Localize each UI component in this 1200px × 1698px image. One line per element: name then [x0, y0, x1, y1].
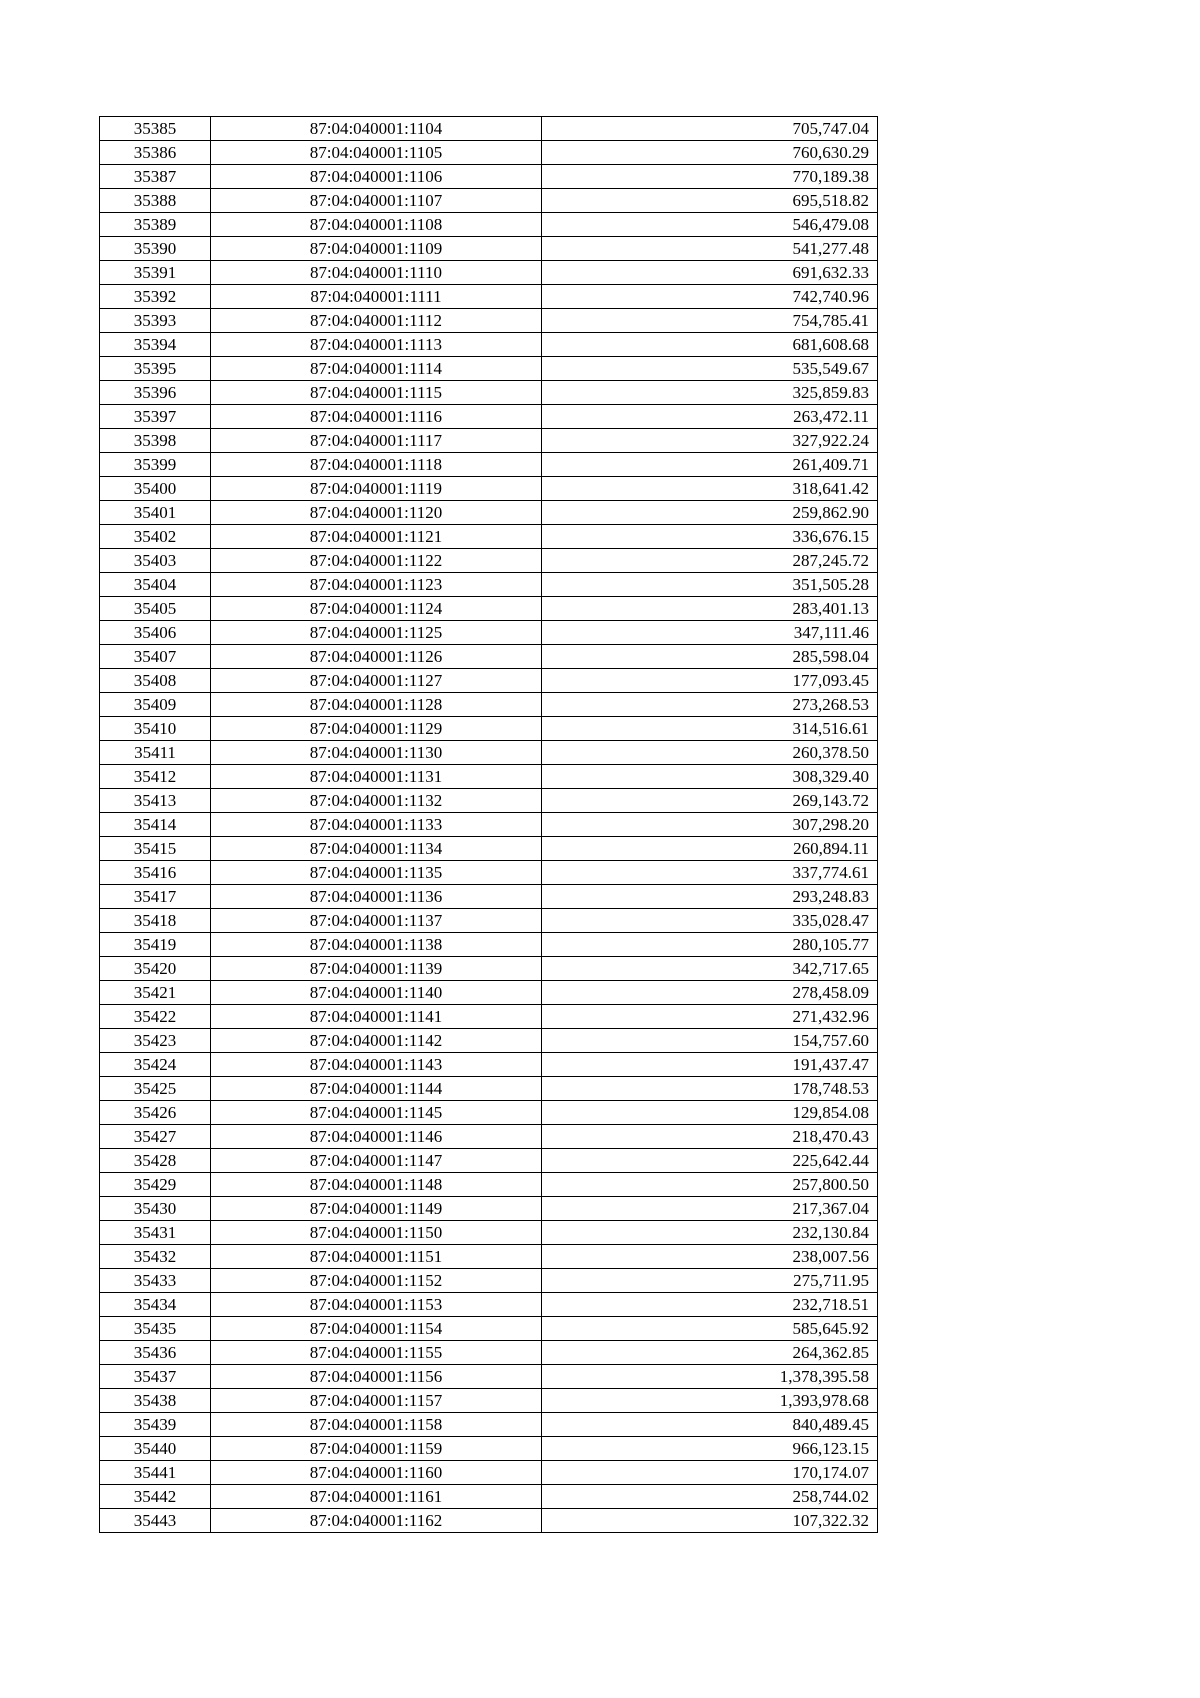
row-number-cell: 35421 — [100, 981, 211, 1005]
table-row — [100, 1197, 878, 1221]
row-number-cell: 35423 — [100, 1029, 211, 1053]
value-cell: 177,093.45 — [542, 669, 878, 693]
data-table — [99, 116, 878, 1533]
cadastral-number-cell: 87:04:040001:1128 — [211, 693, 542, 717]
value-cell: 232,130.84 — [542, 1221, 878, 1245]
cadastral-number-cell: 87:04:040001:1104 — [211, 117, 542, 141]
cadastral-number-cell: 87:04:040001:1125 — [211, 621, 542, 645]
value-cell: 191,437.47 — [542, 1053, 878, 1077]
row-number-cell: 35413 — [100, 789, 211, 813]
cadastral-number-cell: 87:04:040001:1157 — [211, 1389, 542, 1413]
value-cell: 705,747.04 — [542, 117, 878, 141]
value-cell: 754,785.41 — [542, 309, 878, 333]
cadastral-number-cell: 87:04:040001:1153 — [211, 1293, 542, 1317]
row-number-cell: 35435 — [100, 1317, 211, 1341]
value-cell: 293,248.83 — [542, 885, 878, 909]
cadastral-number-cell: 87:04:040001:1122 — [211, 549, 542, 573]
cadastral-number-cell: 87:04:040001:1158 — [211, 1413, 542, 1437]
row-number-cell: 35389 — [100, 213, 211, 237]
row-number-cell: 35385 — [100, 117, 211, 141]
row-number-cell: 35426 — [100, 1101, 211, 1125]
value-cell: 107,322.32 — [542, 1509, 878, 1533]
table-row — [100, 765, 878, 789]
row-number-cell: 35436 — [100, 1341, 211, 1365]
row-number-cell: 35417 — [100, 885, 211, 909]
table-row — [100, 621, 878, 645]
value-cell: 308,329.40 — [542, 765, 878, 789]
row-number-cell: 35420 — [100, 957, 211, 981]
row-number-cell: 35388 — [100, 189, 211, 213]
cadastral-number-cell: 87:04:040001:1149 — [211, 1197, 542, 1221]
cadastral-number-cell: 87:04:040001:1112 — [211, 309, 542, 333]
cadastral-number-cell: 87:04:040001:1119 — [211, 477, 542, 501]
table-row — [100, 933, 878, 957]
table-row — [100, 261, 878, 285]
value-cell: 129,854.08 — [542, 1101, 878, 1125]
table-row — [100, 453, 878, 477]
table-row — [100, 1101, 878, 1125]
value-cell: 325,859.83 — [542, 381, 878, 405]
value-cell: 336,676.15 — [542, 525, 878, 549]
table-row — [100, 285, 878, 309]
table-row — [100, 237, 878, 261]
row-number-cell: 35387 — [100, 165, 211, 189]
row-number-cell: 35428 — [100, 1149, 211, 1173]
cadastral-number-cell: 87:04:040001:1154 — [211, 1317, 542, 1341]
value-cell: 225,642.44 — [542, 1149, 878, 1173]
cadastral-number-cell: 87:04:040001:1151 — [211, 1245, 542, 1269]
cadastral-number-cell: 87:04:040001:1106 — [211, 165, 542, 189]
row-number-cell: 35392 — [100, 285, 211, 309]
table-row — [100, 957, 878, 981]
row-number-cell: 35440 — [100, 1437, 211, 1461]
value-cell: 347,111.46 — [542, 621, 878, 645]
value-cell: 585,645.92 — [542, 1317, 878, 1341]
cadastral-number-cell: 87:04:040001:1135 — [211, 861, 542, 885]
value-cell: 742,740.96 — [542, 285, 878, 309]
row-number-cell: 35427 — [100, 1125, 211, 1149]
table-row — [100, 837, 878, 861]
cadastral-number-cell: 87:04:040001:1155 — [211, 1341, 542, 1365]
cadastral-number-cell: 87:04:040001:1129 — [211, 717, 542, 741]
cadastral-number-cell: 87:04:040001:1115 — [211, 381, 542, 405]
table-row — [100, 1485, 878, 1509]
table-row — [100, 141, 878, 165]
row-number-cell: 35401 — [100, 501, 211, 525]
cadastral-number-cell: 87:04:040001:1131 — [211, 765, 542, 789]
table-row — [100, 1293, 878, 1317]
cadastral-number-cell: 87:04:040001:1147 — [211, 1149, 542, 1173]
cadastral-number-cell: 87:04:040001:1109 — [211, 237, 542, 261]
row-number-cell: 35402 — [100, 525, 211, 549]
value-cell: 232,718.51 — [542, 1293, 878, 1317]
row-number-cell: 35407 — [100, 645, 211, 669]
value-cell: 280,105.77 — [542, 933, 878, 957]
value-cell: 307,298.20 — [542, 813, 878, 837]
value-cell: 535,549.67 — [542, 357, 878, 381]
cadastral-number-cell: 87:04:040001:1161 — [211, 1485, 542, 1509]
value-cell: 760,630.29 — [542, 141, 878, 165]
row-number-cell: 35406 — [100, 621, 211, 645]
cadastral-number-cell: 87:04:040001:1127 — [211, 669, 542, 693]
cadastral-number-cell: 87:04:040001:1141 — [211, 1005, 542, 1029]
table-row — [100, 1269, 878, 1293]
table-body — [100, 117, 878, 1533]
row-number-cell: 35424 — [100, 1053, 211, 1077]
cadastral-number-cell: 87:04:040001:1108 — [211, 213, 542, 237]
cadastral-number-cell: 87:04:040001:1159 — [211, 1437, 542, 1461]
row-number-cell: 35438 — [100, 1389, 211, 1413]
table-row — [100, 213, 878, 237]
value-cell: 260,378.50 — [542, 741, 878, 765]
table-row — [100, 189, 878, 213]
row-number-cell: 35390 — [100, 237, 211, 261]
table-row — [100, 1173, 878, 1197]
value-cell: 335,028.47 — [542, 909, 878, 933]
cadastral-number-cell: 87:04:040001:1138 — [211, 933, 542, 957]
value-cell: 691,632.33 — [542, 261, 878, 285]
row-number-cell: 35403 — [100, 549, 211, 573]
value-cell: 283,401.13 — [542, 597, 878, 621]
cadastral-number-cell: 87:04:040001:1111 — [211, 285, 542, 309]
cadastral-number-cell: 87:04:040001:1140 — [211, 981, 542, 1005]
value-cell: 259,862.90 — [542, 501, 878, 525]
row-number-cell: 35398 — [100, 429, 211, 453]
row-number-cell: 35416 — [100, 861, 211, 885]
value-cell: 314,516.61 — [542, 717, 878, 741]
row-number-cell: 35412 — [100, 765, 211, 789]
cadastral-number-cell: 87:04:040001:1152 — [211, 1269, 542, 1293]
cadastral-number-cell: 87:04:040001:1145 — [211, 1101, 542, 1125]
row-number-cell: 35414 — [100, 813, 211, 837]
value-cell: 278,458.09 — [542, 981, 878, 1005]
value-cell: 273,268.53 — [542, 693, 878, 717]
table-row — [100, 1245, 878, 1269]
value-cell: 681,608.68 — [542, 333, 878, 357]
row-number-cell: 35393 — [100, 309, 211, 333]
cadastral-number-cell: 87:04:040001:1118 — [211, 453, 542, 477]
table-row — [100, 525, 878, 549]
table-row — [100, 381, 878, 405]
table-row — [100, 669, 878, 693]
table-row — [100, 165, 878, 189]
row-number-cell: 35430 — [100, 1197, 211, 1221]
table-row — [100, 1053, 878, 1077]
cadastral-number-cell: 87:04:040001:1156 — [211, 1365, 542, 1389]
table-row — [100, 309, 878, 333]
table-row — [100, 1149, 878, 1173]
value-cell: 261,409.71 — [542, 453, 878, 477]
cadastral-number-cell: 87:04:040001:1123 — [211, 573, 542, 597]
cadastral-number-cell: 87:04:040001:1105 — [211, 141, 542, 165]
value-cell: 287,245.72 — [542, 549, 878, 573]
value-cell: 351,505.28 — [542, 573, 878, 597]
table-row — [100, 1077, 878, 1101]
table-row — [100, 981, 878, 1005]
value-cell: 269,143.72 — [542, 789, 878, 813]
cadastral-number-cell: 87:04:040001:1136 — [211, 885, 542, 909]
table-row — [100, 117, 878, 141]
table-row — [100, 813, 878, 837]
table-row — [100, 573, 878, 597]
value-cell: 178,748.53 — [542, 1077, 878, 1101]
table-row — [100, 477, 878, 501]
value-cell: 770,189.38 — [542, 165, 878, 189]
value-cell: 238,007.56 — [542, 1245, 878, 1269]
value-cell: 257,800.50 — [542, 1173, 878, 1197]
row-number-cell: 35397 — [100, 405, 211, 429]
row-number-cell: 35442 — [100, 1485, 211, 1509]
row-number-cell: 35418 — [100, 909, 211, 933]
row-number-cell: 35433 — [100, 1269, 211, 1293]
cadastral-number-cell: 87:04:040001:1132 — [211, 789, 542, 813]
cadastral-number-cell: 87:04:040001:1107 — [211, 189, 542, 213]
value-cell: 342,717.65 — [542, 957, 878, 981]
cadastral-number-cell: 87:04:040001:1120 — [211, 501, 542, 525]
value-cell: 318,641.42 — [542, 477, 878, 501]
table-row — [100, 357, 878, 381]
row-number-cell: 35415 — [100, 837, 211, 861]
table-row — [100, 501, 878, 525]
cadastral-number-cell: 87:04:040001:1130 — [211, 741, 542, 765]
table-row — [100, 333, 878, 357]
row-number-cell: 35394 — [100, 333, 211, 357]
value-cell: 263,472.11 — [542, 405, 878, 429]
row-number-cell: 35429 — [100, 1173, 211, 1197]
value-cell: 1,378,395.58 — [542, 1365, 878, 1389]
cadastral-number-cell: 87:04:040001:1160 — [211, 1461, 542, 1485]
value-cell: 840,489.45 — [542, 1413, 878, 1437]
row-number-cell: 35409 — [100, 693, 211, 717]
row-number-cell: 35400 — [100, 477, 211, 501]
cadastral-number-cell: 87:04:040001:1113 — [211, 333, 542, 357]
value-cell: 217,367.04 — [542, 1197, 878, 1221]
table-row — [100, 405, 878, 429]
value-cell: 337,774.61 — [542, 861, 878, 885]
value-cell: 695,518.82 — [542, 189, 878, 213]
table-row — [100, 1413, 878, 1437]
table-row — [100, 861, 878, 885]
value-cell: 170,174.07 — [542, 1461, 878, 1485]
value-cell: 258,744.02 — [542, 1485, 878, 1509]
value-cell: 285,598.04 — [542, 645, 878, 669]
table-row — [100, 789, 878, 813]
value-cell: 1,393,978.68 — [542, 1389, 878, 1413]
row-number-cell: 35396 — [100, 381, 211, 405]
value-cell: 271,432.96 — [542, 1005, 878, 1029]
row-number-cell: 35404 — [100, 573, 211, 597]
cadastral-number-cell: 87:04:040001:1116 — [211, 405, 542, 429]
row-number-cell: 35395 — [100, 357, 211, 381]
cadastral-number-cell: 87:04:040001:1134 — [211, 837, 542, 861]
cadastral-number-cell: 87:04:040001:1110 — [211, 261, 542, 285]
cadastral-number-cell: 87:04:040001:1133 — [211, 813, 542, 837]
cadastral-number-cell: 87:04:040001:1148 — [211, 1173, 542, 1197]
row-number-cell: 35439 — [100, 1413, 211, 1437]
table-row — [100, 429, 878, 453]
table-row — [100, 693, 878, 717]
row-number-cell: 35441 — [100, 1461, 211, 1485]
table-row — [100, 741, 878, 765]
row-number-cell: 35425 — [100, 1077, 211, 1101]
table-row — [100, 909, 878, 933]
table-row — [100, 549, 878, 573]
value-cell: 154,757.60 — [542, 1029, 878, 1053]
row-number-cell: 35422 — [100, 1005, 211, 1029]
cadastral-number-cell: 87:04:040001:1121 — [211, 525, 542, 549]
cadastral-number-cell: 87:04:040001:1114 — [211, 357, 542, 381]
row-number-cell: 35419 — [100, 933, 211, 957]
row-number-cell: 35408 — [100, 669, 211, 693]
cadastral-number-cell: 87:04:040001:1124 — [211, 597, 542, 621]
row-number-cell: 35432 — [100, 1245, 211, 1269]
cadastral-number-cell: 87:04:040001:1126 — [211, 645, 542, 669]
table-row — [100, 717, 878, 741]
cadastral-number-cell: 87:04:040001:1143 — [211, 1053, 542, 1077]
value-cell: 966,123.15 — [542, 1437, 878, 1461]
row-number-cell: 35391 — [100, 261, 211, 285]
value-cell: 260,894.11 — [542, 837, 878, 861]
table-row — [100, 597, 878, 621]
cadastral-number-cell: 87:04:040001:1162 — [211, 1509, 542, 1533]
value-cell: 541,277.48 — [542, 237, 878, 261]
table-row — [100, 1341, 878, 1365]
table-row — [100, 1509, 878, 1533]
table-row — [100, 885, 878, 909]
table-row — [100, 1317, 878, 1341]
table-row — [100, 1365, 878, 1389]
row-number-cell: 35411 — [100, 741, 211, 765]
row-number-cell: 35431 — [100, 1221, 211, 1245]
value-cell: 327,922.24 — [542, 429, 878, 453]
cadastral-number-cell: 87:04:040001:1117 — [211, 429, 542, 453]
value-cell: 546,479.08 — [542, 213, 878, 237]
cadastral-number-cell: 87:04:040001:1146 — [211, 1125, 542, 1149]
table-row — [100, 1221, 878, 1245]
table-row — [100, 1029, 878, 1053]
row-number-cell: 35410 — [100, 717, 211, 741]
row-number-cell: 35434 — [100, 1293, 211, 1317]
row-number-cell: 35386 — [100, 141, 211, 165]
cadastral-number-cell: 87:04:040001:1142 — [211, 1029, 542, 1053]
table-row — [100, 1005, 878, 1029]
table-row — [100, 1389, 878, 1413]
table-row — [100, 1461, 878, 1485]
cadastral-number-cell: 87:04:040001:1139 — [211, 957, 542, 981]
cadastral-number-cell: 87:04:040001:1150 — [211, 1221, 542, 1245]
row-number-cell: 35443 — [100, 1509, 211, 1533]
row-number-cell: 35405 — [100, 597, 211, 621]
value-cell: 218,470.43 — [542, 1125, 878, 1149]
value-cell: 275,711.95 — [542, 1269, 878, 1293]
table-row — [100, 1125, 878, 1149]
table-row — [100, 1437, 878, 1461]
value-cell: 264,362.85 — [542, 1341, 878, 1365]
row-number-cell: 35399 — [100, 453, 211, 477]
cadastral-number-cell: 87:04:040001:1137 — [211, 909, 542, 933]
cadastral-number-cell: 87:04:040001:1144 — [211, 1077, 542, 1101]
row-number-cell: 35437 — [100, 1365, 211, 1389]
table-row — [100, 645, 878, 669]
